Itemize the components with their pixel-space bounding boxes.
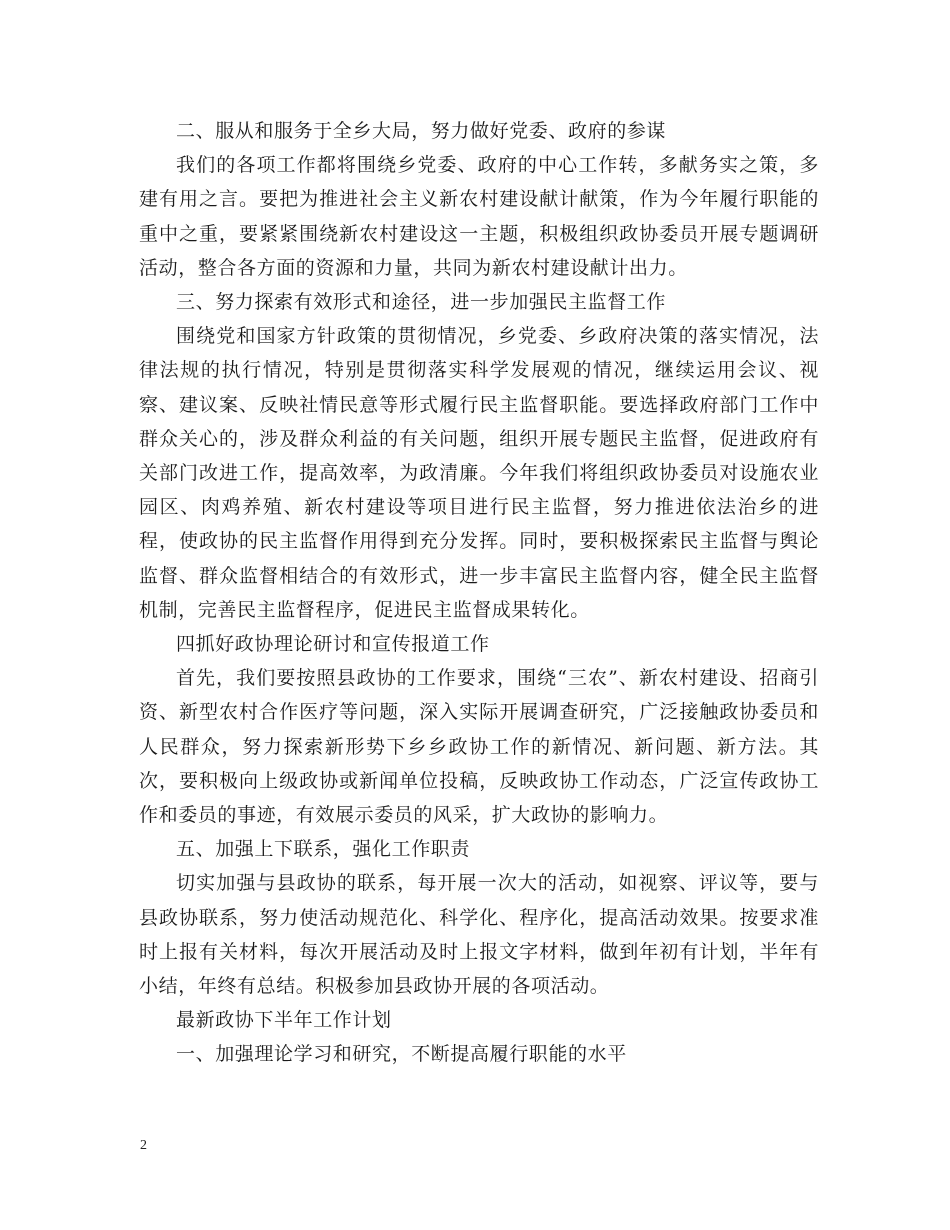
body-paragraph: 围绕党和国家方针政策的贯彻情况，乡党委、乡政府决策的落实情况，法律法规的执行情况，特别是贯彻落实科学发展观的情况，继续运用会议、视察、建议案、反映社情民意等形式履行民主监督职能。要选择政府部门工作中群众关心的，涉及群众利益的有关问题，组织开展专题民主监督，促进政府有关部门改进工作，提高效率，为政清廉。今年我们将组织政协委员对设施农业园区、肉鸡养殖、新农村建设等项目进行民主监督，努力推进依法治乡的进程，使政协的民主监督作用得到充分发挥。同时，要积极探索民主监督与舆论监督、群众监督相结合的有效形式，进一步丰富民主监督内容，健全民主监督机制，完善民主监督程序，促进民主监督成果转化。 <box>139 325 819 621</box>
section-heading-1: 一、加强理论学习和研究，不断提高履行职能的水平 <box>176 1043 627 1066</box>
section-heading-5: 五、加强上下联系，强化工作职责 <box>176 838 471 861</box>
document-title: 最新政协下半年工作计划 <box>176 1009 392 1032</box>
body-paragraph: 切实加强与县政协的联系，每开展一次大的活动，如视察、评议等，要与县政协联系，努力使活动规范化、科学化、程序化，提高活动效果。按要求准时上报有关材料，每次开展活动及时上报文字材料，做到年初有计划，半年有小结，年终有总结。积极参加县政协开展的各项活动。 <box>139 872 819 998</box>
body-paragraph: 首先，我们要按照县政协的工作要求，围绕“三农”、新农村建设、招商引资、新型农村合作医疗等问题，深入实际开展调查研究，广泛接触政协委员和人民群众，努力探索新形势下乡乡政协工作的新情况、新问题、新方法。其次，要积极向上级政协或新闻单位投稿，反映政协工作动态，广泛宣传政协工作和委员的事迹，有效展示委员的风采，扩大政协的影响力。 <box>139 667 819 827</box>
section-heading-3: 三、努力探索有效形式和途径，进一步加强民主监督工作 <box>176 291 667 314</box>
document-body <box>139 114 819 1072</box>
section-heading-4: 四抓好政协理论研讨和宣传报道工作 <box>176 633 490 656</box>
body-paragraph: 我们的各项工作都将围绕乡党委、政府的中心工作转，多献务实之策，多建有用之言。要把为推进社会主义新农村建设献计献策，作为今年履行职能的重中之重，要紧紧围绕新农村建设这一主题，积极组织政协委员开展专题调研活动，整合各方面的资源和力量，共同为新农村建设献计出力。 <box>139 154 819 279</box>
section-heading-2: 二、服从和服务于全乡大局，努力做好党委、政府的参谋 <box>176 120 667 142</box>
page-number: 2 <box>140 1138 147 1153</box>
